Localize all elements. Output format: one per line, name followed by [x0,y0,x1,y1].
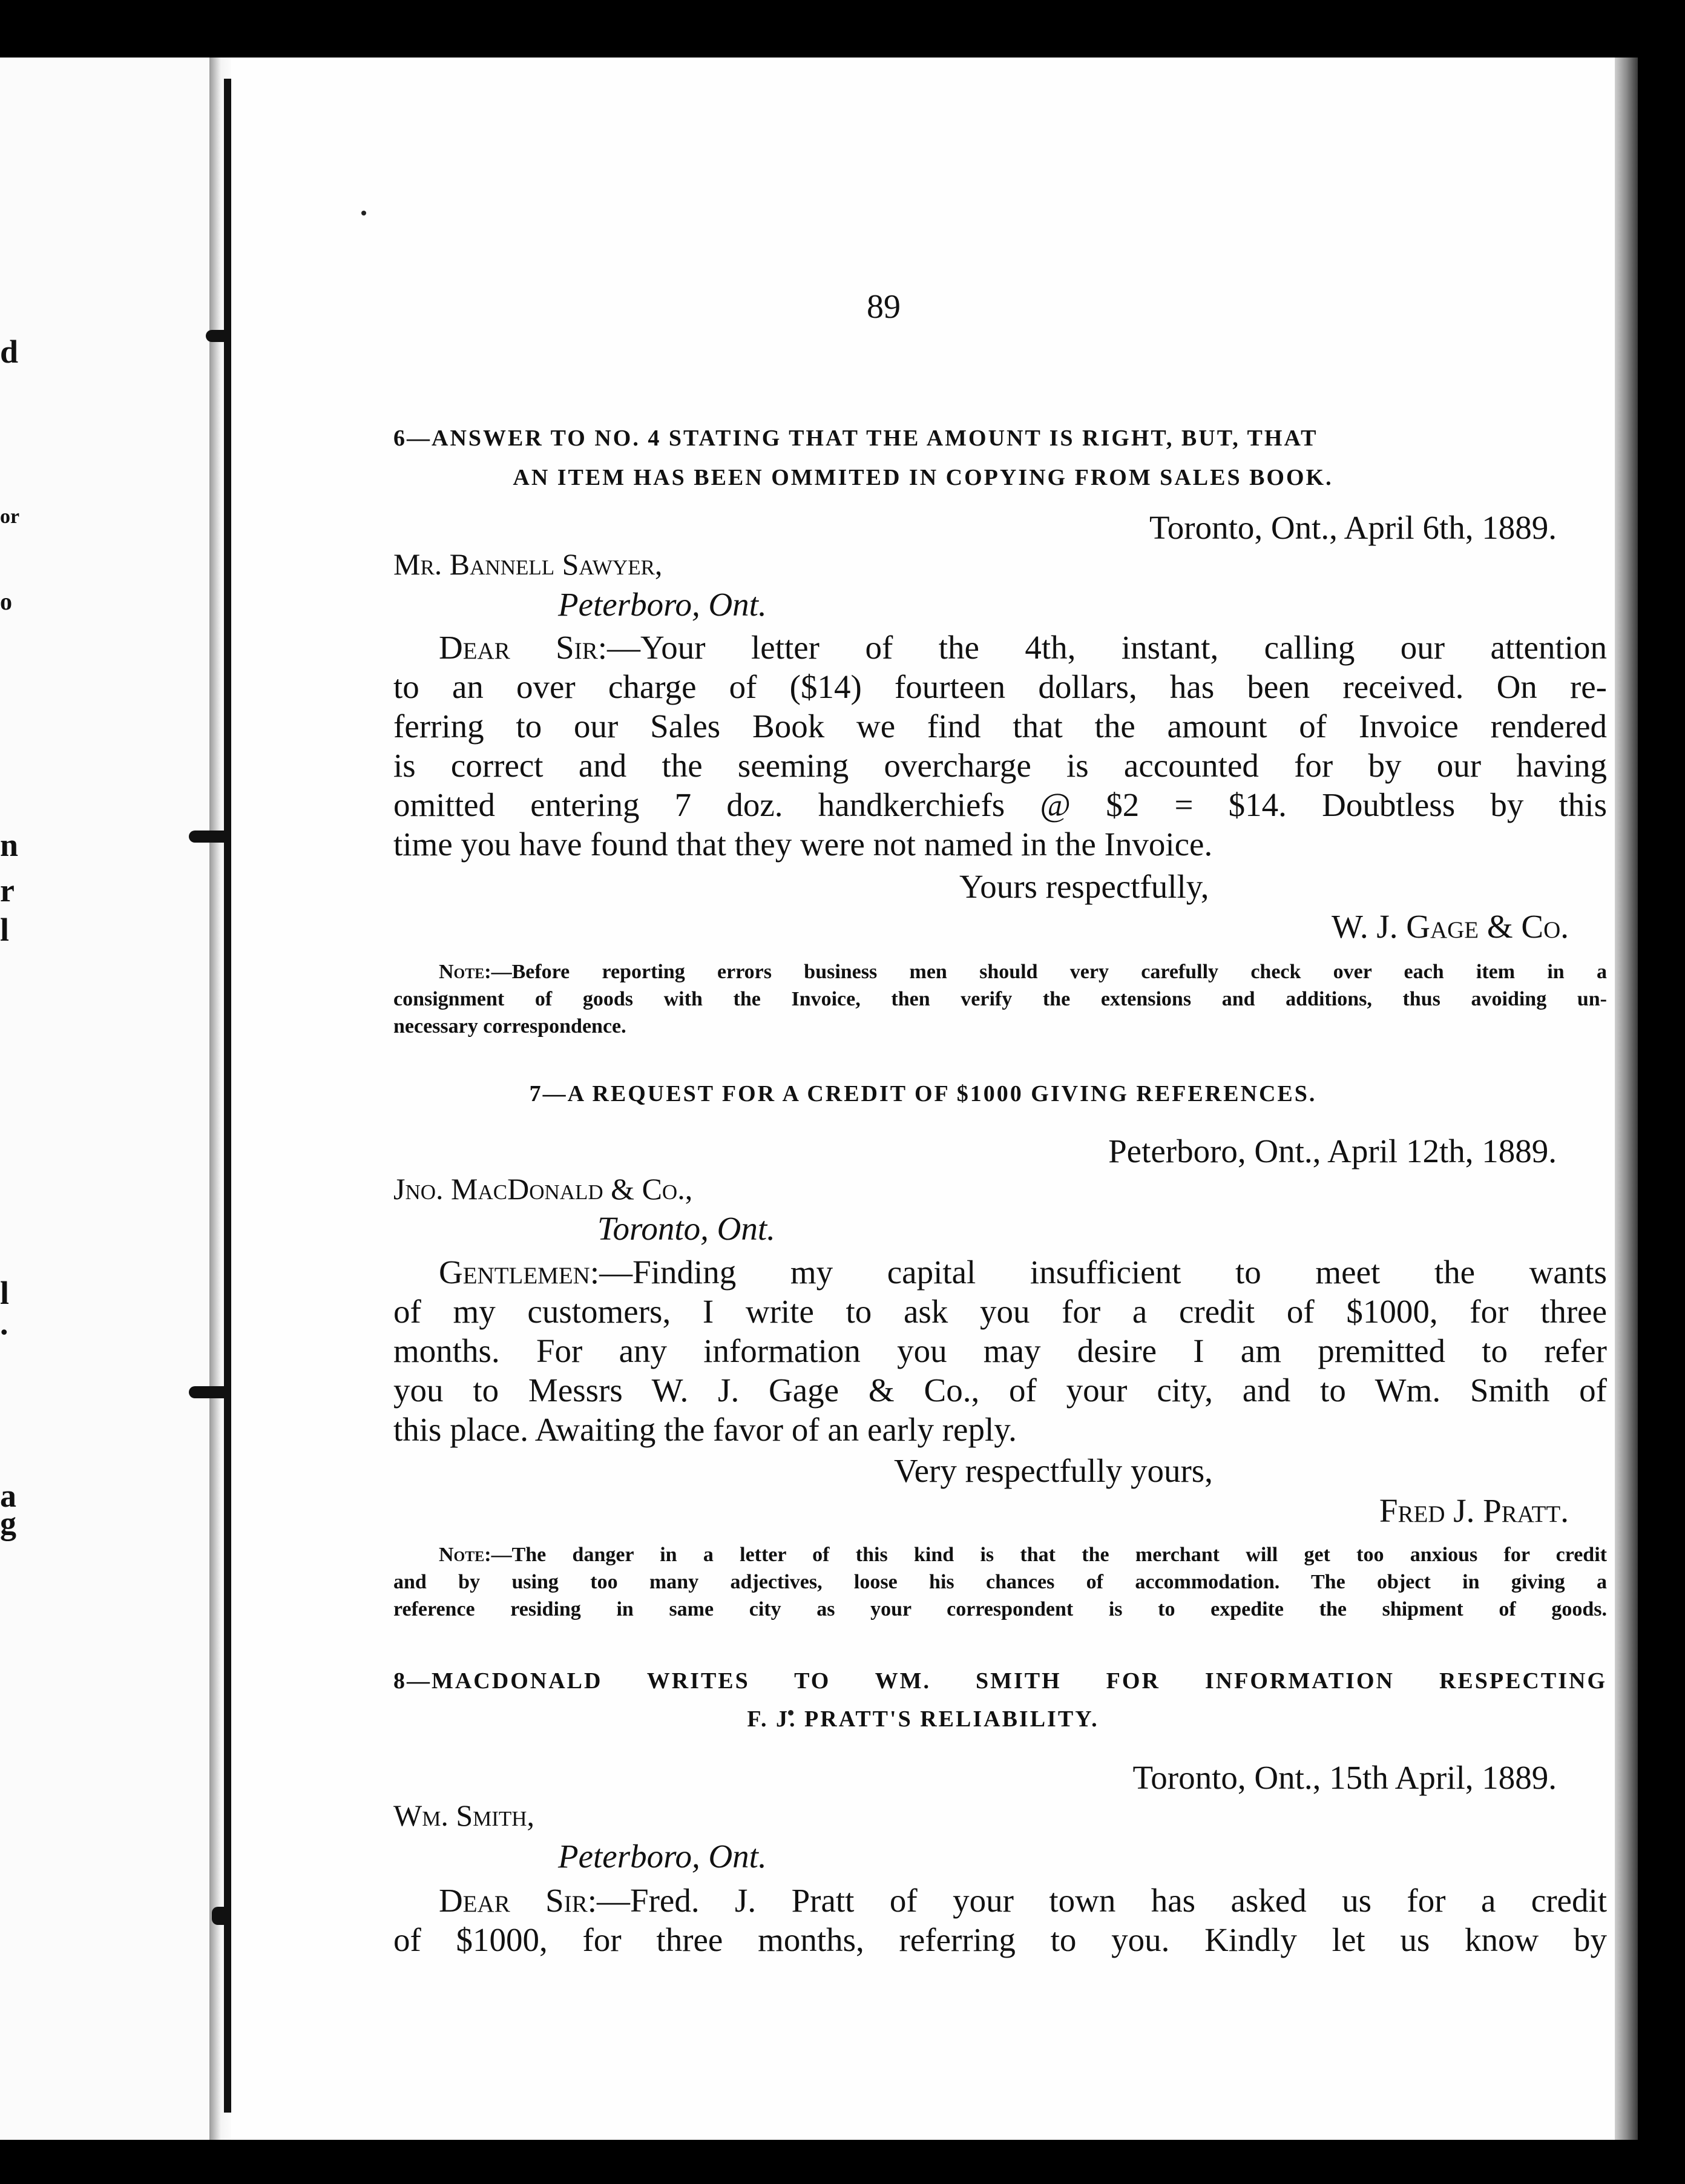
section-6-closing: Yours respectfully, [959,868,1209,905]
left-page-fragment: l [0,912,10,948]
section-6-body-line [439,628,1607,666]
book-page [231,58,1615,2140]
section-7-body-line: this place. Awaiting the favor of an early reply. [393,1411,1017,1448]
section-8-addressee-place: Peterboro, Ont. [558,1838,767,1875]
section-6-body-line: to an over charge of ($14) fourteen dollars, has been received. On re- [393,668,1607,705]
section-6-note-label: Note: [439,961,491,983]
section-6-addressee-name: Mr. Bannell Sawyer, [393,547,663,581]
left-page-fragment: a [0,1478,16,1514]
left-page-fragment: l [0,1275,10,1311]
section-6-signature: W. J. Gage & Co. [1331,908,1569,945]
section-6-salutation: Dear Sir [439,629,598,666]
left-page-fragment: o [0,588,12,615]
section-7-note-line: and by using too many adjectives, loose his chances of accommodation. The object in giving a [393,1571,1607,1593]
page-edge [1615,58,1638,2140]
section-7-addressee-name: Jno. MacDonald & Co., [393,1172,693,1206]
ink-speck [361,211,366,215]
left-page-fragment: d [0,334,19,370]
section-6-body-line: is correct and the seeming overcharge is accounted for by our having [393,747,1607,784]
section-6-addressee-place: Peterboro, Ont. [558,586,767,623]
section-6-note-line [439,961,1607,984]
section-6-heading-line-2: AN ITEM HAS BEEN OMMITED IN COPYING FROM SALES BOOK. [513,465,1333,490]
section-8-salutation: Dear Sir [439,1882,588,1919]
section-6-note-text: —Before reporting errors business men should very carefully check over each item in a [491,961,1607,983]
binding-spine-line [224,79,231,2113]
left-page-fragment: or [0,505,20,528]
section-8-heading-line-2: F. J. PRATT'S RELIABILITY. [747,1706,1099,1732]
section-7-body-line: months. For any information you may desire I am premitted to refer [393,1332,1607,1369]
section-8-heading-line-1: 8—MACDONALD WRITES TO WM. SMITH FOR INFORMATION RESPECTING [393,1668,1607,1694]
section-8-date: Toronto, Ont., 15th April, 1889. [1132,1759,1557,1796]
section-8-addressee-name: Wm. Smith, [393,1798,535,1832]
left-page-fragment: n [0,827,19,863]
section-7-body-text: :—Finding my capital insufficient to meet the wants [590,1254,1607,1291]
left-page [0,58,212,2140]
section-6-body-line: ferring to our Sales Book we find that the amount of Invoice rendered [393,708,1607,745]
section-7-body-line: of my customers, I write to ask you for a credit of $1000, for three [393,1293,1607,1330]
left-page-fragment: . [0,1305,8,1341]
section-7-note-line [439,1544,1607,1567]
section-6-note-line: consignment of goods with the Invoice, then verify the extensions and additions, thus avoiding un- [393,988,1607,1010]
section-8-body-line [439,1881,1607,1919]
section-7-body-line: you to Messrs W. J. Gage & Co., of your city, and to Wm. Smith of [393,1372,1607,1409]
section-7-note-label: Note [439,1544,485,1566]
left-page-fragment: g [0,1505,16,1541]
section-7-closing: Very respectfully yours, [894,1452,1213,1489]
section-7-note-line: reference residing in same city as your correspondent is to expedite the shipment of goods. [393,1598,1607,1620]
section-6-body-line: time you have found that they were not named in the Invoice. [393,826,1213,863]
section-6-heading-line-1: 6—ANSWER TO NO. 4 STATING THAT THE AMOUNT IS RIGHT, BUT, THAT [393,426,1318,451]
section-7-date: Peterboro, Ont., April 12th, 1889. [1108,1133,1557,1169]
section-6-body-line: omitted entering 7 doz. handkerchiefs @ $2 = $14. Doubtless by this [393,786,1607,823]
section-7-body-line [439,1253,1607,1291]
page-number: 89 [867,288,901,326]
section-7-addressee-place: Toronto, Ont. [597,1210,775,1247]
left-page-fragment: r [0,872,15,909]
section-6-date: Toronto, Ont., April 6th, 1889. [1149,509,1557,546]
section-7-heading: 7—A REQUEST FOR A CREDIT OF $1000 GIVING REFERENCES. [529,1081,1317,1107]
section-8-body-line: of $1000, for three months, referring to you. Kindly let us know by [393,1921,1607,1958]
section-6-body-text: :—Your letter of the 4th, instant, calling our attention [597,629,1607,666]
section-7-note-text: :—The danger in a letter of this kind is that the merchant will get too anxious for credit [484,1544,1607,1566]
section-7-salutation: Gentlemen [439,1254,590,1291]
section-8-body-text: :—Fred. J. Pratt of your town has asked us for a credit [587,1882,1608,1919]
section-6-note-line: necessary correspondence. [393,1015,626,1038]
section-7-signature: Fred J. Pratt. [1379,1492,1569,1529]
